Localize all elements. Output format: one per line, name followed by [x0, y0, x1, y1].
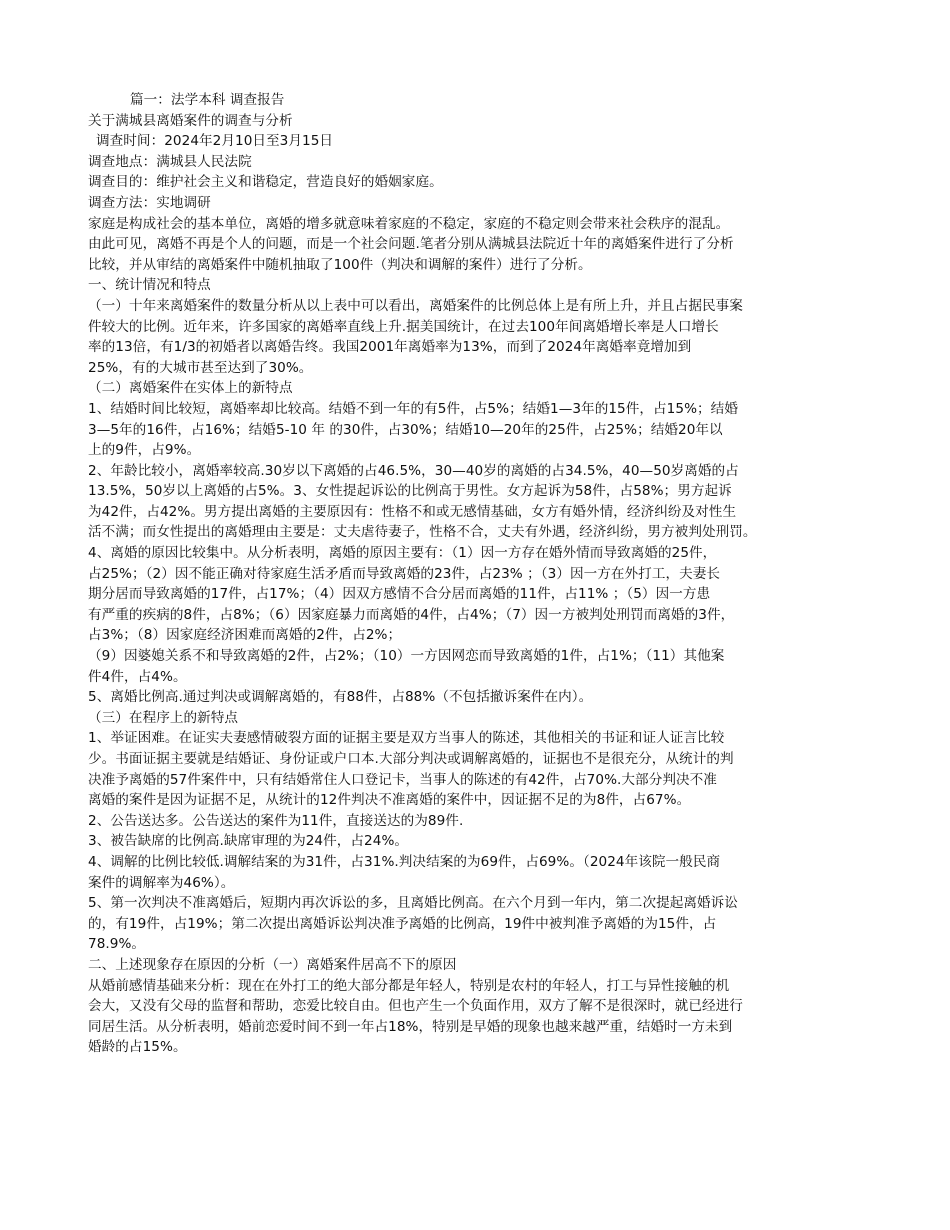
section-heading: 二、上述现象存在原因的分析（一）离婚案件居高不下的原因	[88, 956, 457, 973]
report-title: 关于满城县离婚案件的调查与分析	[88, 112, 293, 129]
text-line: 活不满；而女性提出的离婚理由主要是：丈夫虐待妻子，性格不合，丈夫有外遇，经济纠纷，男方被判处刑罚。	[88, 524, 757, 541]
survey-purpose: 调查目的：维护社会主义和谐稳定，营造良好的婚姻家庭。	[88, 174, 443, 191]
text-line: 少。书面证据主要就是结婚证、身份证或户口本.大部分判决或调解离婚的，证据也不是很充分，从统计的判	[88, 751, 734, 767]
text-line: 3—5年的16件，占16%；结婚5-10 年 的30件，占30%；结婚10—20年的25件，占25%；结婚20年以	[88, 421, 723, 438]
text-line: 同居生活。从分析表明，婚前恋爱时间不到一年占18%，特别是早婚的现象也越来越严重，结婚时一方未到	[88, 1018, 733, 1035]
subsection-heading: （二）离婚案件在实体上的新特点	[88, 380, 293, 397]
text-line: （一）十年来离婚案件的数量分析从以上表中可以看出，离婚案件的比例总体上是有所上升，并且占据民事案	[88, 297, 743, 314]
text-line: 比较，并从审结的离婚案件中随机抽取了100件（判决和调解的案件）进行了分析。	[88, 256, 592, 273]
text-line: 5、离婚比例高.通过判决或调解离婚的，有88件，占88%（不包括撤诉案件在内）。	[88, 689, 593, 706]
text-line: 4、调解的比例比较低.调解结案的为31件，占31%.判决结案的为69件，占69%。（2024年该院一般民商	[88, 853, 721, 870]
text-line: 3、被告缺席的比例高.缺席审理的为24件，占24%。	[88, 833, 409, 850]
text-line: 为42件，占42%。男方提出离婚的主要原因有：性格不和或无感情基础，女方有婚外情，经济纠纷及对性生	[88, 503, 737, 520]
text-line: 率的13倍，有1/3的初婚者以离婚告终。我国2001年离婚率为13%，而到了2024年离婚率竟增加到	[88, 339, 692, 356]
text-line: 案件的调解率为46%）。	[88, 874, 235, 891]
text-line: 离婚的案件是因为证据不足，从统计的12件判决不准离婚的案件中，因证据不足的为8件，占67%。	[88, 792, 691, 809]
survey-location: 调查地点：满城县人民法院	[88, 153, 252, 170]
text-line: 婚龄的占15%。	[88, 1039, 187, 1056]
text-line: 家庭是构成社会的基本单位，离婚的增多就意味着家庭的不稳定，家庭的不稳定则会带来社会秩序的混乱。	[88, 215, 730, 232]
text-line: 件较大的比例。近年来，许多国家的离婚率直线上升.据美国统计，在过去100年间离婚增长率是人口增长	[88, 318, 719, 335]
text-line: 占3%；（8）因家庭经济困难而离婚的2件，占2%；	[88, 627, 402, 644]
text-line: 期分居而导致离婚的17件，占17%；（4）因双方感情不合分居而离婚的11件，占11% ；（5）因一方患	[88, 586, 711, 603]
text-line: 占25%；（2）因不能正确对待家庭生活矛盾而导致离婚的23件，占23% ；（3）因一方在外打工，夫妻长	[88, 565, 721, 582]
text-line: 有严重的疾病的8件，占8%；（6）因家庭暴力而离婚的4件，占4%；（7）因一方被判处刑罚而离婚的3件，	[88, 606, 735, 623]
text-line: 由此可见，离婚不再是个人的问题，而是一个社会问题.笔者分别从满城县法院近十年的离婚案件进行了分析	[88, 236, 734, 253]
subsection-heading: （三）在程序上的新特点	[88, 709, 239, 726]
document-body	[88, 90, 868, 1058]
text-line: （9）因婆媳关系不和导致离婚的2件，占2%；（10）一方因网恋而导致离婚的1件，占1%；（11）其他案	[88, 648, 725, 665]
text-line: 2、公告送达多。公告送达的案件为11件，直接送达的为89件.	[88, 812, 464, 829]
text-line: 25%，有的大城市甚至达到了30%。	[88, 359, 313, 376]
text-line: 1、举证困难。在证实夫妻感情破裂方面的证据主要是双方当事人的陈述，其他相关的书证和证人证言比较	[88, 730, 725, 747]
text-line: 从婚前感情基础来分析：现在在外打工的绝大部分都是年轻人，特别是农村的年轻人，打工与异性接触的机	[88, 977, 730, 994]
section-heading: 一、统计情况和特点	[88, 277, 211, 294]
text-line: 决准予离婚的57件案件中，只有结婚常住人口登记卡，当事人的陈述的有42件，占70%.大部分判决不准	[88, 771, 717, 788]
text-line: 78.9%。	[88, 936, 146, 953]
text-line: 4、离婚的原因比较集中。从分析表明，离婚的原因主要有：（1）因一方存在婚外情而导致离婚的25件，	[88, 545, 717, 562]
text-line: 5、第一次判决不准离婚后，短期内再次诉讼的多，且离婚比例高。在六个月到一年内，第二次提起离婚诉讼	[88, 895, 738, 912]
survey-method: 调查方法：实地调研	[88, 194, 211, 211]
text-line: 2、年龄比较小，离婚率较高.30岁以下离婚的占46.5%，30—40岁的离婚的占34.5%，40—50岁离婚的占	[88, 462, 739, 479]
text-line: 会大，又没有父母的监督和帮助，恋爱比较自由。但也产生一个负面作用，双方了解不是很深时，就已经进行	[88, 998, 743, 1015]
text-line: 1、结婚时间比较短，离婚率却比较高。结婚不到一年的有5件，占5%；结婚1—3年的15件，占15%；结婚	[88, 400, 738, 417]
text-line: 13.5%，50岁以上离婚的占5%。3、女性提起诉讼的比例高于男性。女方起诉为58件，占58%；男方起诉	[88, 483, 732, 500]
text-line: 件4件，占4%。	[88, 668, 187, 685]
text-line: 的，有19件，占19%；第二次提出离婚诉讼判决准予离婚的比例高，19件中被判准予离婚的为15件，占	[88, 915, 717, 932]
heading-part-one: 篇一：法学本科 调查报告	[130, 92, 285, 108]
survey-time: 调查时间：2024年2月10日至3月15日	[96, 133, 334, 150]
text-line: 上的9件，占9%。	[88, 442, 201, 459]
